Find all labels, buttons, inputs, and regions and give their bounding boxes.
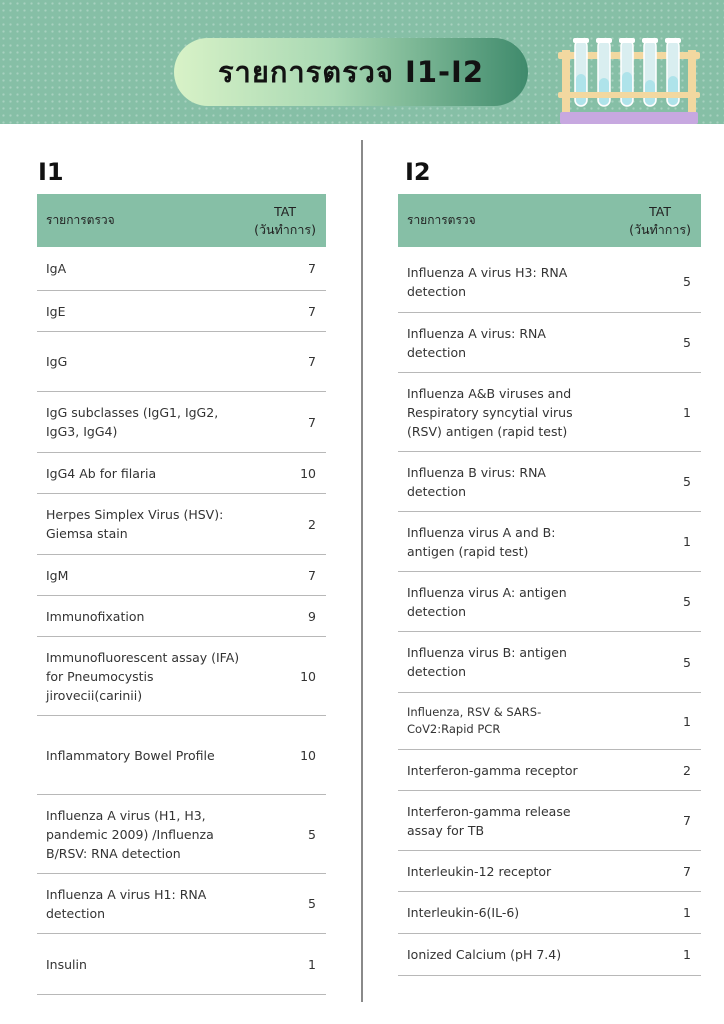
- tat-value: 7: [683, 863, 691, 879]
- tat-value: 7: [308, 303, 316, 319]
- tat-value: 9: [308, 608, 316, 624]
- table-row: [37, 637, 326, 716]
- tat-value: 10: [300, 747, 316, 763]
- tat-value: 1: [683, 947, 691, 962]
- table-row: [398, 892, 701, 934]
- table-row: [398, 693, 701, 750]
- tat-value: 7: [308, 567, 316, 583]
- page-title: รายการตรวจ I1-I2: [217, 55, 485, 89]
- table-row: [398, 512, 701, 572]
- test-name: Interferon-gamma receptor: [407, 762, 578, 778]
- title-banner: [174, 38, 528, 106]
- tat-value: 5: [683, 654, 691, 670]
- col-header-tat: TAT (วันทำการ): [629, 204, 691, 237]
- table-row: [37, 332, 326, 392]
- table-row: [37, 795, 326, 874]
- table-header-i2: [398, 194, 701, 247]
- col-header-tat: TAT (วันทำการ): [254, 204, 316, 237]
- table-row: [398, 934, 701, 976]
- test-name: Influenza A virus: RNA detection: [407, 325, 546, 360]
- tat-value: 5: [683, 274, 691, 289]
- test-name: IgA: [46, 261, 67, 276]
- tat-value: 5: [308, 826, 316, 842]
- test-name: IgG: [46, 354, 68, 369]
- tat-value: 5: [683, 474, 691, 489]
- table-row: [398, 373, 701, 452]
- test-name: Influenza, RSV & SARS- CoV2:Rapid PCR: [407, 705, 542, 736]
- col-header-name: รายการตรวจ: [46, 213, 115, 227]
- test-name: IgE: [46, 303, 66, 319]
- test-name: Influenza A&B viruses and Respiratory syncytial virus (RSV) antigen (rapid test): [407, 385, 573, 439]
- test-name: Inflammatory Bowel Profile: [46, 747, 215, 763]
- test-name: Influenza A virus H3: RNA detection: [407, 264, 568, 299]
- table-row: [37, 934, 326, 995]
- table-row: [37, 716, 326, 795]
- tat-value: 7: [683, 813, 691, 828]
- test-name: Ionized Calcium (pH 7.4): [407, 947, 562, 962]
- tat-value: 7: [308, 354, 316, 369]
- test-name: IgG4 Ab for filaria: [46, 465, 157, 481]
- tat-value: 1: [683, 713, 691, 729]
- table-row: [37, 555, 326, 596]
- section-title-i1: I1: [38, 158, 64, 186]
- tat-value: 7: [308, 261, 316, 276]
- section-title-i2: I2: [405, 158, 431, 186]
- tat-value: 2: [683, 762, 691, 778]
- col-header-name: รายการตรวจ: [407, 213, 476, 227]
- table-row: [37, 392, 326, 453]
- table-header-i1: [37, 194, 326, 247]
- tat-value: 1: [308, 956, 316, 972]
- tat-value: 10: [300, 465, 316, 481]
- table-row: [37, 494, 326, 555]
- column-divider: [361, 140, 363, 1002]
- test-name: IgG subclasses (IgG1, IgG2, IgG3, IgG4): [46, 405, 219, 439]
- test-name: Interleukin-12 receptor: [407, 863, 552, 879]
- table-row: [37, 874, 326, 934]
- tat-value: 1: [683, 905, 691, 920]
- test-name: Influenza virus A: antigen detection: [407, 584, 567, 619]
- table-row: [37, 247, 326, 291]
- tat-value: 5: [683, 335, 691, 350]
- tat-value: 7: [308, 414, 316, 430]
- test-name: Herpes Simplex Virus (HSV): Giemsa stain: [46, 507, 224, 541]
- table-row: [398, 251, 701, 313]
- test-name: Influenza A virus H1: RNA detection: [46, 886, 207, 921]
- test-name: IgM: [46, 567, 69, 583]
- test-name: Insulin: [46, 956, 87, 972]
- table-row: [398, 791, 701, 851]
- table-row: [398, 750, 701, 791]
- test-name: Influenza A virus (H1, H3, pandemic 2009) /Influenza B/RSV: RNA detection: [46, 807, 214, 861]
- table-row: [37, 291, 326, 332]
- table-row: [398, 851, 701, 892]
- test-name: Influenza B virus: RNA detection: [407, 464, 546, 499]
- table-row: [37, 596, 326, 637]
- test-name: Immunofixation: [46, 608, 145, 624]
- test-name: Influenza virus A and B: antigen (rapid test): [407, 524, 556, 559]
- table-row: [398, 572, 701, 632]
- test-name: Immunofluorescent assay (IFA) for Pneumocystis jirovecii(carinii): [46, 649, 240, 703]
- tat-value: 10: [300, 668, 316, 684]
- tat-value: 1: [683, 534, 691, 549]
- test-tube-rack-icon: [556, 34, 702, 126]
- table-row: [398, 313, 701, 373]
- page-header: [0, 0, 724, 124]
- test-name: Interleukin-6(IL-6): [407, 905, 520, 920]
- table-row: [398, 452, 701, 512]
- table-row: [37, 453, 326, 494]
- table-row: [398, 632, 701, 693]
- test-name: Influenza virus B: antigen detection: [407, 645, 567, 679]
- tat-value: 5: [683, 594, 691, 609]
- tat-value: 5: [308, 896, 316, 911]
- test-name: Interferon-gamma release assay for TB: [407, 803, 571, 838]
- tat-value: 1: [683, 404, 691, 420]
- tat-value: 2: [308, 516, 316, 532]
